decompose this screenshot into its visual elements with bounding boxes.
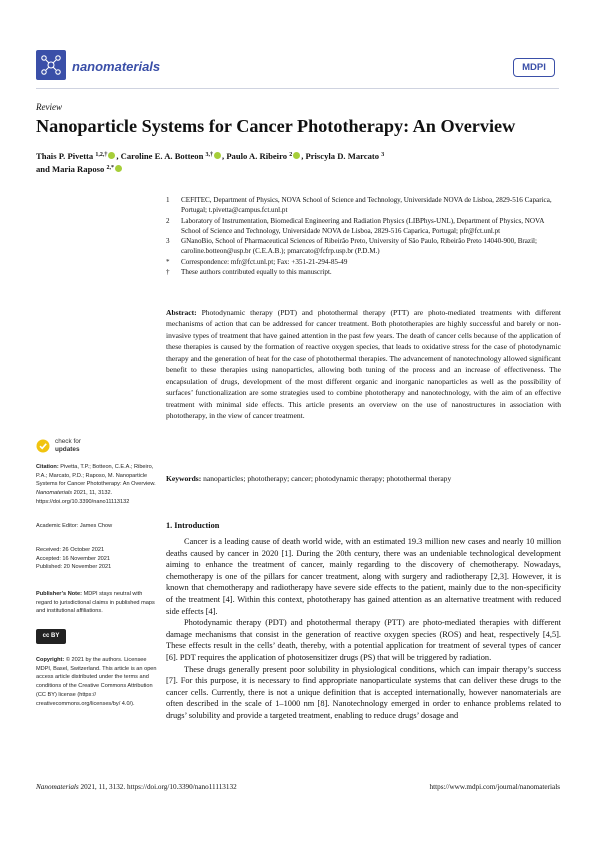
author-name[interactable]: and Maria Raposo (36, 164, 105, 174)
author-name[interactable]: Paulo A. Ribeiro (226, 151, 288, 161)
abstract (166, 307, 561, 422)
author-name[interactable]: Thais P. Pivetta (36, 151, 94, 161)
citation-label: Citation: (36, 464, 59, 470)
journal-logo (36, 50, 66, 80)
affiliation-mark: † (166, 268, 170, 277)
article-title: Nanoparticle Systems for Cancer Phototherapy: An Overview (36, 116, 516, 136)
affiliation-text: These authors contributed equally to this manuscript. (181, 268, 332, 277)
section-heading: 1. Introduction (166, 521, 220, 530)
affiliation-mark: 1 (166, 196, 170, 204)
check-for-updates-button[interactable] (55, 438, 81, 453)
copyright-block (36, 656, 158, 708)
keywords (166, 473, 561, 484)
author-affiliation-mark: 2,* (106, 165, 114, 171)
author-list: Thais P. Pivetta $^{1,2,\dagger}$ , Caroline E. A. Botteon $^{3,\dagger}$ , Paulo A. Ribeiro $^2$ , Priscyla D. Marcato $^3$ and Maria Raposo $^{2,*}$ (36, 151, 385, 174)
check-for-updates-icon[interactable] (36, 439, 50, 453)
keywords-label: Keywords: (166, 474, 202, 483)
author-affiliation-mark: 3,† (205, 152, 214, 158)
abstract-label: Abstract: (166, 308, 197, 317)
body-text (166, 536, 561, 722)
citation-doi[interactable]: 2021, 11, 3132. https://doi.org/10.3390/nano11113132 (36, 490, 130, 505)
copyright-label: Copyright: (36, 657, 65, 663)
affiliation-mark: * (166, 257, 170, 266)
accepted-date: Accepted: 16 November 2021 (36, 555, 111, 562)
header-divider (36, 88, 559, 89)
body-paragraph: Cancer is a leading cause of death world wide, with an estimated 19.3 million new cases and nearly 10 million deaths caused by cancer in 2020 [1]. During the 20th century, there was an undeniable technological development aiming to enhance the treatment of cancer, mainly regarding to the discovery of chemotherapy. Nowadays, chemotherapy is one of the pillars for cancer treatment, along with surgery and radiotherapy [2,3]. However, it is known that chemotherapy and radiotherapy have severe side effects to the patient, mainly due to the non-specificity of the treatment [4]. Within this context, phototherapy has gained attention as an alternative treatment with reduced side effects [4]. (166, 537, 561, 616)
affiliations (166, 195, 561, 277)
author-name[interactable]: Caroline E. A. Botteon (120, 151, 204, 161)
footer-citation (36, 783, 237, 791)
affiliation-mark: 3 (166, 237, 170, 246)
academic-editor: Academic Editor: James Chow (36, 523, 113, 529)
publisher-note-text: MDPI stays neutral with regard to jurisdictional claims in published maps and institutional affiliations. (36, 591, 155, 615)
affiliation-text: GNanoBio, School of Pharmaceutical Sciences of Ribeirão Preto, University of São Paulo, Ribeirão Preto 14040-900, Brazil; caroline.botteon@usp.br (C.E.A.B.); pmarcato@fcfrp.usp.br (P.D.M.) (181, 237, 537, 256)
dates-block (36, 546, 158, 572)
footer-journal: Nanomaterials (36, 783, 79, 791)
published-date: Published: 20 November 2021 (36, 564, 112, 571)
equal-contribution-note (166, 267, 561, 277)
article-type: Review (36, 102, 62, 112)
affiliation-item (166, 195, 561, 216)
orcid-icon[interactable] (293, 152, 300, 159)
affiliation-text: CEFITEC, Department of Physics, NOVA School of Science and Technology, Universidade NOVA de Lisboa, 2829-516 Caparica, Portugal; t.pivetta@campus.fct.unl.pt (181, 196, 552, 215)
journal-name[interactable]: nanomaterials (72, 59, 161, 74)
citation-journal: Nanomaterials (36, 490, 73, 497)
received-date: Received: 26 October 2021 (36, 547, 105, 553)
abstract-text: Photodynamic therapy (PDT) and photothermal therapy (PTT) are photo-mediated treatments with different mechanisms of action that can be addressed for cancer treatment. Both phototherapies are highly successful and barely or non-invasive types of treatment that have gained attention in the past few years. The death of cancer cells because of the application of these therapies is caused by the formation of reactive oxygen species, that leads to oxidative stress for the case of photodynamic therapy and the generation of heat for the case of photothermal therapies. The advancement of nanotechnology allowed significant benefit to these therapies using nanoparticles, allowing both tuning of the process and an increase of effectiveness. The encapsulation of drugs, development of the most different organic and inorganic nanoparticles as well as the possibility of surfaces’ functionalization are some strategies used to combine phototherapy and nanotechnology, with the aim of an effective treatment with minimal side effects. This article presents an overview on the use of nanostructures in association with phototherapy, in the view of cancer treatment. (166, 308, 561, 421)
footer-doi[interactable]: 2021, 11, 3132. https://doi.org/10.3390/nano11113132 (80, 783, 237, 791)
author-affiliation-mark: 3 (381, 152, 385, 158)
correspondence (166, 257, 561, 267)
check-for-updates-label-bold: updates (55, 445, 80, 453)
affiliation-item (166, 216, 561, 237)
affiliation-item (166, 236, 561, 257)
cc-by-license-badge[interactable]: cc BY (36, 629, 66, 644)
body-paragraph: These drugs generally present poor solubility in physiological conditions, which can impair therapy’s success [7]. For this purpose, it is necessary to find appropriate nanoparticulate systems that can deliver these drugs to the cancer cells. Currently, there is not a unique definition that is accepted internationally, however nanomaterials are often described in the scale of 1–1000 nm [8]. Nanotechnology emerged in order to enhance problems related to drugs’ solubility and provide a targeted treatment, enabling to reduce drugs’ dosage and (166, 664, 561, 720)
keywords-text: nanoparticles; phototherapy; cancer; photodynamic therapy; photothermal therapy (203, 474, 452, 483)
copyright-text: © 2021 by the authors. Licensee MDPI, Basel, Switzerland. This article is an open access article distributed under the terms and conditions of the Creative Commons Attribution (CC BY) license (https:// creativecommons.org/licenses/by/ 4.0/). (36, 657, 157, 707)
orcid-icon[interactable] (115, 165, 122, 172)
publisher-note-label: Publisher’s Note: (36, 591, 83, 597)
affiliation-text: Laboratory of Instrumentation, Biomedical Engineering and Radiation Physics (LIBPhys-UNL), Department of Physics, NOVA School of Science and Technology, Universidade NOVA de Lisboa, 2829-516 Caparica, Portugal; pfr@fct.unl.pt (181, 216, 544, 235)
orcid-icon[interactable] (214, 152, 221, 159)
author-affiliation-mark: 1,2,† (95, 152, 108, 158)
check-for-updates-label: check for (55, 438, 81, 445)
nanomaterials-logo-icon (36, 50, 66, 80)
body-paragraph: Photodynamic therapy (PDT) and photothermal therapy (PTT) are photo-mediated therapies with different damage mechanisms that consist in the generation of reactive oxygen species (ROS) and heat, respectively [4,5]. These effects result in the cells’ death, thereby, with a potential application for treatment of several types of cancer [6]. PDT requires the application of photosensitizer drugs (PS) that will be triggered by radiation. (166, 618, 561, 662)
affiliation-mark: 2 (166, 216, 170, 225)
publisher-note (36, 590, 158, 616)
publisher-logo[interactable]: MDPI (513, 58, 555, 77)
footer-url[interactable]: https://www.mdpi.com/journal/nanomaterials (429, 783, 560, 791)
orcid-icon[interactable] (108, 152, 115, 159)
author-affiliation-mark: 2 (289, 152, 293, 158)
citation-block (36, 463, 158, 507)
citation-text: Pivetta, T.P.; Botteon, C.E.A.; Ribeiro, P.A.; Marcato, P.D.; Raposo, M. Nanoparticle Systems for Cancer Phototherapy: An Overview. (36, 464, 156, 488)
author-name[interactable]: Priscyla D. Marcato (305, 151, 380, 161)
affiliation-text: Correspondence: mfr@fct.unl.pt; Fax: +351-21-294-85-49 (181, 257, 348, 266)
